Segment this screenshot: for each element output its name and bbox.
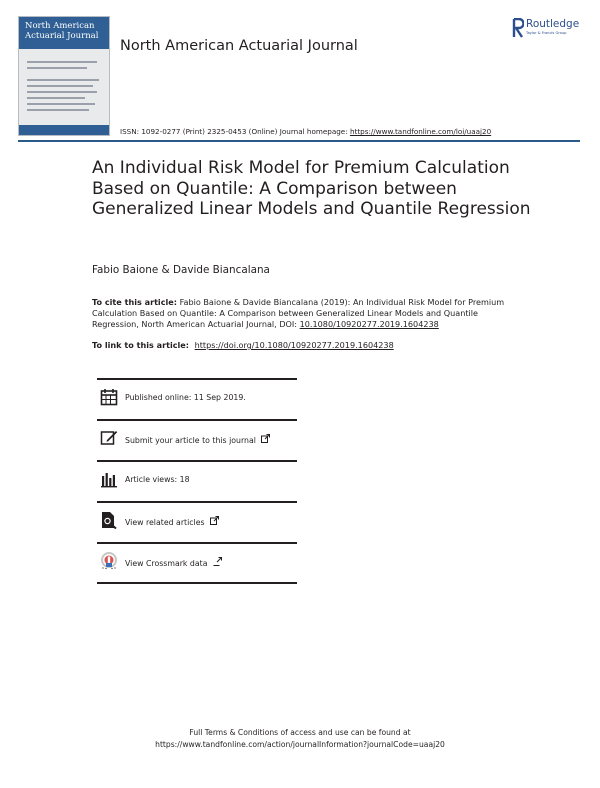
publisher-name: Routledge bbox=[526, 18, 580, 30]
citation-label: To cite this article: bbox=[92, 297, 178, 307]
routledge-logo-icon bbox=[512, 18, 524, 38]
cover-title: North American Actuarial Journal bbox=[25, 21, 99, 41]
publisher-tagline: Taylor & Francis Group bbox=[526, 31, 567, 35]
related-articles-label: View related articles bbox=[125, 518, 205, 527]
submit-article-label: Submit your article to this journal bbox=[125, 436, 256, 445]
info-divider bbox=[97, 419, 297, 421]
external-link-icon bbox=[213, 557, 222, 566]
info-divider bbox=[97, 542, 297, 544]
article-authors: Fabio Baione & Davide Biancalana bbox=[92, 264, 270, 276]
citation-text: Fabio Baione & Davide Biancalana (2019): An Individual Risk Model for Premium Calculation Based on Quantile: A Comparison between Generalized Linear Models and Quantile Regression, North American Actuarial Journal, DOI: bbox=[92, 297, 505, 329]
footer bbox=[0, 727, 600, 751]
journal-title[interactable]: North American Actuarial Journal bbox=[120, 38, 358, 54]
citation-block bbox=[92, 297, 510, 330]
footer-terms-text: Full Terms & Conditions of access and use can be found at bbox=[189, 728, 411, 737]
calendar-icon bbox=[100, 388, 118, 406]
crossmark-label: View Crossmark data bbox=[125, 559, 208, 568]
issn-line bbox=[120, 127, 491, 136]
article-doi-url[interactable]: https://doi.org/10.1080/10920277.2019.1604238 bbox=[194, 340, 394, 350]
crossmark-item[interactable] bbox=[97, 550, 297, 590]
journal-cover-thumbnail bbox=[18, 16, 110, 136]
crossmark-icon bbox=[100, 552, 118, 570]
citation-doi-link[interactable]: 10.1080/10920277.2019.1604238 bbox=[299, 319, 439, 329]
article-title: An Individual Risk Model for Premium Calculation Based on Quantile: A Comparison between Generalized Linear Models and Quantile Regression bbox=[92, 158, 531, 219]
issn-text: ISSN: 1092-0277 (Print) 2325-0453 (Online) Journal homepage: bbox=[120, 127, 348, 136]
info-divider bbox=[97, 460, 297, 462]
info-divider bbox=[97, 582, 297, 584]
submit-edit-icon bbox=[100, 429, 118, 447]
related-articles-icon bbox=[100, 511, 118, 529]
published-online-label: Published online: 11 Sep 2019. bbox=[125, 393, 246, 402]
bar-chart-icon bbox=[100, 470, 118, 488]
external-link-icon bbox=[210, 516, 219, 525]
header-divider bbox=[18, 140, 580, 142]
article-views-label: Article views: 18 bbox=[125, 475, 190, 484]
article-link-label: To link to this article: bbox=[92, 340, 190, 350]
info-divider bbox=[97, 378, 297, 380]
journal-homepage-link[interactable]: https://www.tandfonline.com/loi/uaaj20 bbox=[349, 127, 492, 136]
info-divider bbox=[97, 501, 297, 503]
publisher-logo[interactable] bbox=[512, 18, 592, 42]
article-link-line bbox=[92, 340, 394, 350]
external-link-icon bbox=[261, 434, 270, 443]
footer-terms-link[interactable]: https://www.tandfonline.com/action/journalInformation?journalCode=uaaj20 bbox=[155, 740, 445, 749]
